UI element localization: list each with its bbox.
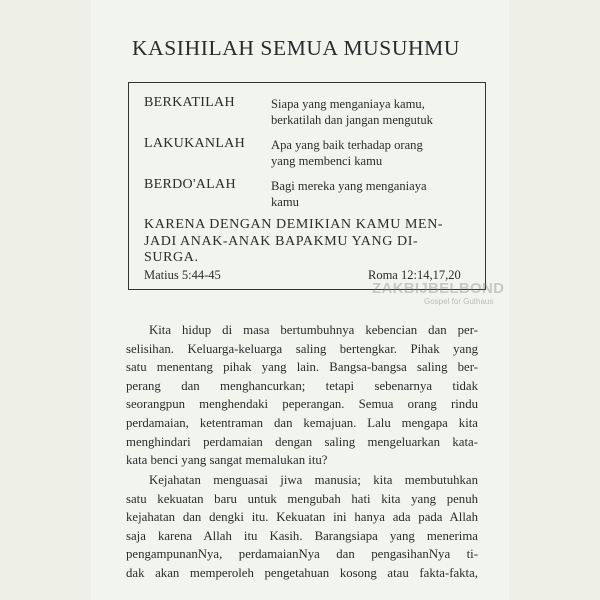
paragraph-line: satu menentang pihak yang lain. Bangsa-bangsa saling ber- [126,360,478,375]
row-text-line: Bagi mereka yang menganiaya [271,179,427,193]
paragraph-line: pengampunanNya, perdamaianNya dan pengasihanNya ti- [126,547,478,562]
row-text-line: yang membenci kamu [271,154,383,168]
paragraph-line: satu kekuatan baru untuk mengubah hati kita yang penuh [126,491,478,506]
conclusion-text [144,217,478,267]
row-text-line: kamu [271,195,299,209]
row-label-berdoalah: BERDO'ALAH [144,177,236,192]
paragraph-line: kejahatan dan dengki itu. Kekuatan ini hanya ada pada Allah [126,510,478,525]
row-text-line: berkatilah dan jangan mengutuk [271,113,433,127]
row-text-berdoalah [271,178,481,210]
conclusion-line: SURGA. [144,250,199,265]
row-text-line: Apa yang baik terhadap orang [271,138,423,152]
reference-matius: Matius 5:44-45 [144,268,221,282]
paragraph-line: selisihan. Keluarga-keluarga saling bertengkar. Pihak yang [126,341,478,356]
watermark-logo: ZAKBIJBELBOND [372,280,505,297]
row-label-berkatilah: BERKATILAH [144,95,235,110]
paragraph-line: seorangpun menghendaki peperangan. Semua orang rindu [126,397,478,412]
row-text-line: Siapa yang menganiaya kamu, [271,97,425,111]
paragraph-line: kata benci yang sangat memalukan itu? [126,453,328,468]
paragraph-2 [126,471,478,583]
paragraph-line: perang dan menghancurkan; tetapi sebenarnya tidak [126,378,478,393]
paragraph-line: menghindari perdamaian dengan saling mengeluarkan kata- [126,434,478,449]
reference-roma: Roma 12:14,17,20 [368,268,461,282]
conclusion-line: KARENA DENGAN DEMIKIAN KAMU MEN- [144,217,444,232]
paragraph-line: perdamaian, ketentraman dan kemajuan. Lalu mengapa kita [126,415,478,430]
conclusion-line: JADI ANAK-ANAK BAPAKMU YANG DI- [144,233,419,249]
page-title: KASIHILAH SEMUA MUSUHMU [132,36,460,60]
paragraph-line: saja karena Allah itu Kasih. Barangsiapa yang menerima [126,528,478,543]
paragraph-line: Kita hidup di masa bertumbuhnya kebencian dan per- [149,323,478,337]
row-label-lakukanlah: LAKUKANLAH [144,136,245,151]
row-text-lakukanlah [271,137,481,169]
row-text-berkatilah [271,96,481,128]
watermark-tagline: Gospel for Guthaus [424,297,494,306]
paragraph-1 [126,321,478,470]
paragraph-line: Kejahatan menguasai jiwa manusia; kita membutuhkan [149,473,478,487]
paragraph-line: dak akan memperoleh pengetahuan kosong atau fakta-fakta, [126,565,478,580]
